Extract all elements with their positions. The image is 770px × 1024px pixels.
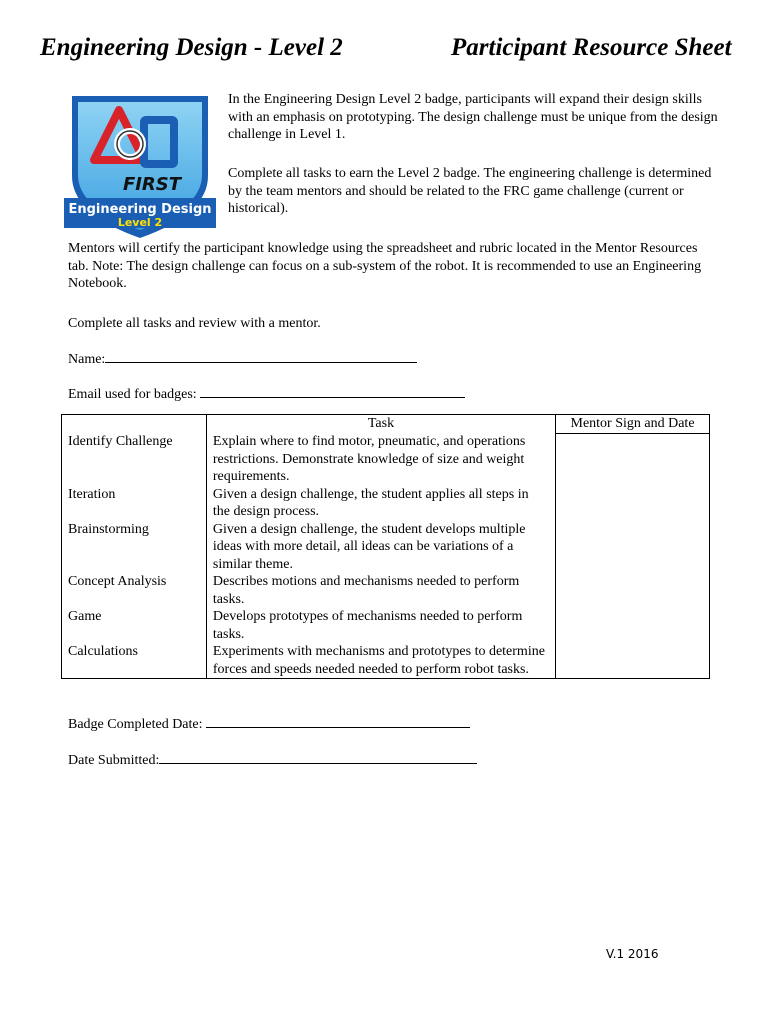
skill-cell: Iteration — [68, 486, 116, 502]
task-cell: Given a design challenge, the student develops multiple ideas with more detail, all ideas can be variations of a similar theme. — [206, 521, 555, 574]
skill-cell: Brainstorming — [68, 521, 149, 537]
badge-completed-input-line[interactable] — [206, 714, 470, 728]
date-submitted-field — [68, 750, 477, 769]
page-subtitle: Participant Resource Sheet — [451, 34, 732, 61]
email-input-line[interactable] — [200, 384, 465, 398]
skill-cell: Identify Challenge — [68, 434, 173, 449]
skill-cell: Concept Analysis — [68, 574, 167, 589]
intro-paragraph-1: In the Engineering Design Level 2 badge, participants will expand their design skills with an emphasis on prototyping. The design challenge must be unique from the design challenge in Level 1. — [228, 92, 718, 142]
badge-completed-field — [68, 714, 470, 733]
version-label: V.1 2016 — [606, 947, 659, 961]
task-cell: Develops prototypes of mechanisms needed to perform tasks. — [206, 608, 555, 643]
badge-name-line1: Engineering Design — [68, 202, 212, 217]
skill-cell: Game — [68, 609, 102, 624]
task-cell: Describes motions and mechanisms needed to perform tasks. — [206, 573, 555, 608]
intro-paragraph-2: Complete all tasks to earn the Level 2 badge. The engineering challenge is determined by the team mentors and should be related to the FRC game challenge (current or historical). — [228, 166, 712, 216]
name-input-line[interactable] — [105, 349, 417, 363]
task-cell: Given a design challenge, the student applies all steps in the design process. — [206, 486, 555, 521]
badge-name-line2: Level 2 — [117, 216, 163, 229]
date-submitted-label: Date Submitted: — [68, 753, 160, 768]
task-cell: Experiments with mechanisms and prototypes to determine forces and speeds needed needed to perform robot tasks. — [206, 643, 555, 679]
task-cell: Explain where to find motor, pneumatic, and operations restrictions. Demonstrate knowledge of size and weight requirements. — [206, 433, 555, 486]
table-row — [62, 433, 710, 486]
name-label: Name: — [68, 352, 106, 367]
badge-completed-label: Badge Completed Date: — [68, 717, 207, 732]
mentor-certification-paragraph: Mentors will certify the participant knowledge using the spreadsheet and rubric located in the Mentor Resources tab. Note: The design challenge can focus on a sub-system of the robot. It is recommended to use an Engineering Notebook. — [68, 241, 702, 291]
instructions-paragraph: Complete all tasks and review with a mentor. — [68, 316, 321, 331]
email-field — [68, 384, 465, 403]
email-label: Email used for badges: — [68, 387, 201, 402]
table-header-task: Task — [206, 415, 555, 434]
mentor-sign-cell[interactable] — [556, 433, 710, 679]
date-submitted-input-line[interactable] — [159, 750, 477, 764]
table-header-row — [62, 415, 710, 434]
table-header-skill — [62, 415, 207, 434]
table-header-mentor: Mentor Sign and Date — [570, 416, 695, 431]
task-table — [61, 414, 710, 679]
page-title: Engineering Design - Level 2 — [40, 34, 343, 61]
name-field — [68, 349, 417, 368]
badge-brand-text: FIRST — [122, 174, 182, 195]
skill-cell: Calculations — [68, 644, 138, 659]
engineering-design-badge-logo — [64, 90, 216, 240]
